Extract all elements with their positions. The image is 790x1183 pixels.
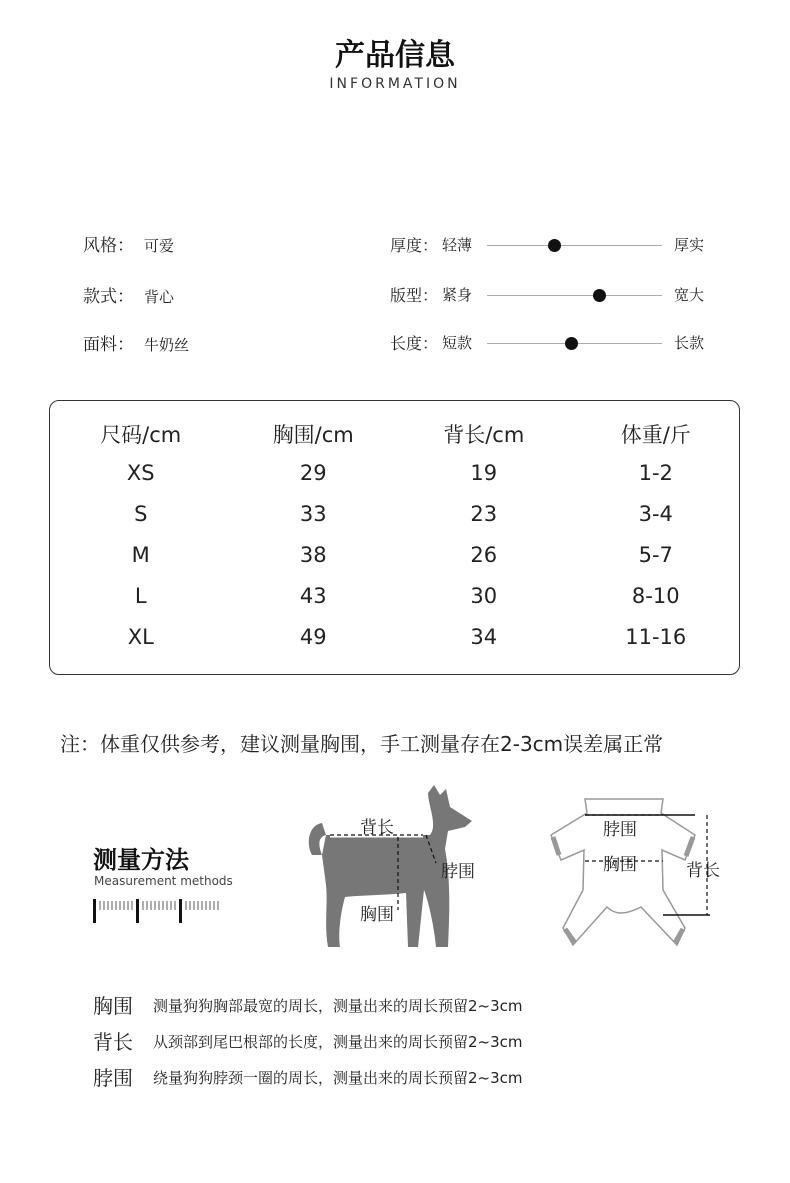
slider-fit: [390, 283, 720, 307]
slider-dot: [565, 337, 578, 350]
header-cell: 胸围/cm: [272, 423, 354, 447]
table-row: [50, 625, 739, 649]
table-cell: XS: [126, 461, 155, 485]
table-cell: 19: [470, 461, 498, 485]
page-title: 产品信息: [335, 38, 455, 73]
slider-max: 厚实: [674, 236, 705, 254]
table-cell: 30: [470, 584, 498, 608]
attr-value: 背心: [144, 288, 175, 306]
slider-max: 宽大: [674, 286, 705, 304]
table-cell: 34: [470, 625, 498, 649]
attr-value: 可爱: [144, 237, 175, 255]
table-cell: L: [134, 584, 147, 608]
header-cell: 体重/斤: [620, 423, 691, 447]
table-cell: 49: [299, 625, 327, 649]
garment-label-neck: 脖围: [603, 820, 637, 840]
table-cell: 29: [299, 461, 327, 485]
slider-length: [390, 331, 720, 355]
desc-neck: [93, 1062, 523, 1091]
header-cell: 尺码/cm: [100, 423, 182, 447]
attr-fabric: [83, 330, 189, 355]
ruler-icon: [93, 897, 223, 925]
desc-text: 从颈部到尾巴根部的长度，测量出来的周长预留2~3cm: [153, 1033, 523, 1051]
slider-label: 长度：: [390, 334, 439, 353]
slider-thickness: [390, 233, 720, 257]
table-cell: S: [134, 502, 148, 526]
slider-min: 短款: [442, 334, 473, 352]
slider-min: 轻薄: [442, 236, 473, 254]
method-title: 测量方法: [93, 846, 189, 874]
table-cell: M: [131, 543, 150, 567]
table-cell: 8-10: [631, 584, 680, 608]
dog-label-neck: 脖围: [441, 862, 475, 882]
table-cell: 5-7: [638, 543, 673, 567]
method-subtitle: Measurement methods: [94, 874, 233, 888]
attr-label: 风格：: [83, 236, 134, 256]
dog-label-chest: 胸围: [360, 905, 394, 925]
desc-term: 胸围: [93, 994, 133, 1018]
table-row: [50, 461, 739, 485]
note-text: 注：体重仅供参考，建议测量胸围，手工测量存在2-3cm误差属正常: [60, 732, 664, 756]
desc-text: 绕量狗狗脖颈一圈的周长，测量出来的周长预留2~3cm: [153, 1069, 523, 1087]
table-cell: 43: [299, 584, 327, 608]
slider-dot: [548, 239, 561, 252]
slider-track: [487, 295, 662, 296]
slider-label: 版型：: [390, 286, 439, 305]
attr-value: 牛奶丝: [144, 336, 190, 354]
attr-label: 面料：: [83, 335, 134, 355]
desc-back: [93, 1026, 523, 1055]
header-cell: 背长/cm: [443, 423, 525, 447]
table-cell: 23: [470, 502, 498, 526]
slider-max: 长款: [674, 334, 705, 352]
slider-min: 紧身: [442, 286, 473, 304]
table-cell: XL: [127, 625, 154, 649]
table-header: [50, 419, 739, 449]
desc-text: 测量狗狗胸部最宽的周长，测量出来的周长预留2~3cm: [153, 997, 523, 1015]
desc-term: 背长: [93, 1030, 133, 1054]
slider-track: [487, 343, 662, 344]
table-cell: 33: [299, 502, 327, 526]
attr-style: [83, 231, 174, 256]
desc-chest: [93, 990, 523, 1019]
desc-term: 脖围: [93, 1066, 133, 1090]
slider-track: [487, 245, 662, 246]
table-cell: 11-16: [625, 625, 687, 649]
size-table: [49, 400, 740, 675]
slider-label: 厚度：: [390, 236, 439, 255]
table-cell: 38: [299, 543, 327, 567]
table-cell: 26: [470, 543, 498, 567]
attr-label: 款式：: [83, 287, 134, 307]
garment-label-chest: 胸围: [603, 855, 637, 875]
garment-label-back: 背长: [686, 861, 720, 881]
dog-label-back: 背长: [360, 818, 394, 838]
table-cell: 3-4: [638, 502, 673, 526]
table-cell: 1-2: [638, 461, 673, 485]
table-row: [50, 543, 739, 567]
table-row: [50, 502, 739, 526]
slider-dot: [593, 289, 606, 302]
attr-type: [83, 282, 174, 307]
page-subtitle: INFORMATION: [329, 76, 461, 92]
table-row: [50, 584, 739, 608]
